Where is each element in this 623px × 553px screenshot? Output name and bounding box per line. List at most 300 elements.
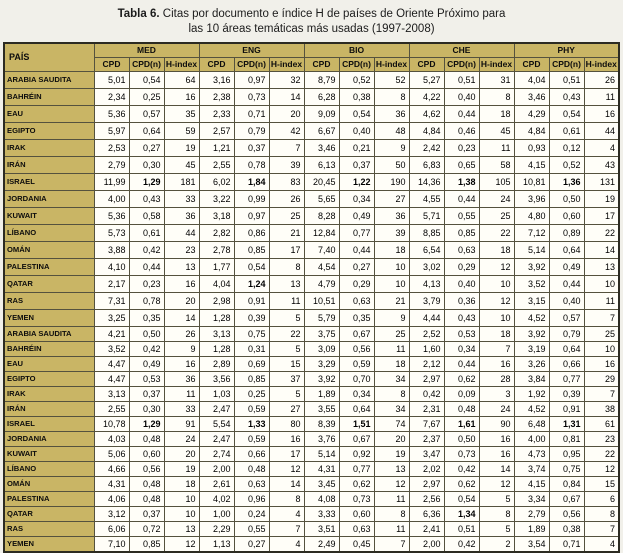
value-cell-cpdn: 0,37 (129, 387, 164, 402)
table-row (4, 72, 619, 89)
value-cell-hidx: 45 (164, 157, 199, 174)
value-cell-hidx: 11 (269, 293, 304, 310)
value-cell-cpdn: 0,54 (129, 72, 164, 89)
value-cell-hidx: 15 (584, 477, 619, 492)
value-cell-cpdn: 0,49 (339, 208, 374, 225)
value-cell-cpd: 10,78 (94, 417, 129, 432)
value-cell-hidx: 83 (269, 174, 304, 191)
value-cell-cpd: 4,02 (199, 492, 234, 507)
value-cell-cpdn: 0,34 (339, 191, 374, 208)
value-cell-cpd: 3,18 (199, 208, 234, 225)
value-cell-cpd: 5,06 (94, 447, 129, 462)
value-cell-cpdn: 0,51 (444, 522, 479, 537)
value-cell-hidx: 7 (584, 387, 619, 402)
value-cell-cpdn: 0,27 (339, 259, 374, 276)
value-cell-hidx: 91 (164, 417, 199, 432)
value-cell-cpdn: 0,78 (129, 293, 164, 310)
value-cell-hidx: 24 (479, 191, 514, 208)
value-cell-cpd: 6,54 (409, 242, 444, 259)
value-cell-hidx: 23 (164, 242, 199, 259)
value-cell-cpdn: 0,25 (234, 387, 269, 402)
value-cell-cpdn: 0,61 (549, 123, 584, 140)
value-cell-hidx: 14 (479, 462, 514, 477)
value-cell-cpd: 3,02 (409, 259, 444, 276)
value-cell-cpdn: 0,64 (339, 402, 374, 417)
value-cell-hidx: 28 (479, 372, 514, 387)
country-cell: OMÁN (4, 477, 94, 492)
value-cell-cpd: 2,37 (409, 432, 444, 447)
value-cell-cpdn: 0,89 (549, 225, 584, 242)
value-cell-cpd: 4,21 (94, 327, 129, 342)
country-cell: RAS (4, 522, 94, 537)
value-cell-cpd: 4,13 (409, 276, 444, 293)
value-cell-cpd: 2,49 (304, 537, 339, 553)
value-cell-cpdn: 0,97 (234, 72, 269, 89)
value-cell-hidx: 11 (584, 89, 619, 106)
value-cell-cpdn: 0,42 (129, 242, 164, 259)
value-cell-cpd: 14,36 (409, 174, 444, 191)
country-cell: LÍBANO (4, 225, 94, 242)
value-cell-cpdn: 1,24 (234, 276, 269, 293)
value-cell-cpdn: 0,56 (129, 462, 164, 477)
col-header-sub: CPD(n) (444, 58, 479, 72)
value-cell-hidx: 80 (269, 417, 304, 432)
table-row (4, 477, 619, 492)
value-cell-hidx: 36 (164, 208, 199, 225)
col-header-country: PAÍS (4, 43, 94, 72)
value-cell-cpdn: 0,45 (339, 537, 374, 553)
col-header-sub: CPD (94, 58, 129, 72)
value-cell-cpd: 4,22 (409, 89, 444, 106)
value-cell-hidx: 12 (479, 259, 514, 276)
value-cell-cpd: 4,04 (199, 276, 234, 293)
value-cell-hidx: 48 (374, 123, 409, 140)
table-row (4, 402, 619, 417)
value-cell-hidx: 22 (584, 447, 619, 462)
value-cell-cpd: 3,74 (514, 462, 549, 477)
value-cell-cpdn: 0,77 (339, 462, 374, 477)
value-cell-hidx: 11 (479, 140, 514, 157)
value-cell-cpd: 3,25 (94, 310, 129, 327)
value-cell-cpd: 4,08 (304, 492, 339, 507)
value-cell-cpdn: 0,46 (444, 123, 479, 140)
value-cell-hidx: 8 (269, 259, 304, 276)
value-cell-cpdn: 0,49 (549, 259, 584, 276)
value-cell-cpd: 5,14 (304, 447, 339, 462)
value-cell-cpd: 3,56 (199, 372, 234, 387)
value-cell-hidx: 10 (584, 342, 619, 357)
value-cell-cpd: 2,55 (94, 402, 129, 417)
value-cell-hidx: 20 (374, 432, 409, 447)
value-cell-hidx: 39 (374, 225, 409, 242)
value-cell-cpd: 3,55 (304, 402, 339, 417)
value-cell-cpd: 4,62 (409, 106, 444, 123)
value-cell-cpd: 2,79 (514, 507, 549, 522)
value-cell-hidx: 52 (374, 72, 409, 89)
value-cell-cpdn: 0,79 (234, 123, 269, 140)
value-cell-cpdn: 0,48 (129, 477, 164, 492)
value-cell-hidx: 39 (269, 157, 304, 174)
country-cell: EAU (4, 357, 94, 372)
value-cell-cpdn: 0,44 (129, 259, 164, 276)
col-header-sub: CPD (409, 58, 444, 72)
value-cell-cpd: 2,78 (199, 242, 234, 259)
value-cell-cpdn: 0,64 (129, 123, 164, 140)
value-cell-cpd: 5,14 (514, 242, 549, 259)
table-row (4, 157, 619, 174)
value-cell-hidx: 25 (269, 208, 304, 225)
value-cell-hidx: 26 (164, 327, 199, 342)
value-cell-hidx: 11 (164, 387, 199, 402)
value-cell-cpd: 5,27 (409, 72, 444, 89)
value-cell-cpd: 7,12 (514, 225, 549, 242)
value-cell-hidx: 7 (269, 522, 304, 537)
value-cell-cpdn: 0,44 (339, 242, 374, 259)
value-cell-hidx: 26 (269, 191, 304, 208)
value-cell-cpd: 4,15 (514, 477, 549, 492)
value-cell-cpd: 3,92 (514, 327, 549, 342)
value-cell-cpdn: 0,52 (339, 72, 374, 89)
col-header-sub: CPD(n) (549, 58, 584, 72)
col-header-sub: H-index (269, 58, 304, 72)
table-caption-line2: las 10 áreas temáticas más usadas (1997-2008) (188, 23, 435, 36)
value-cell-cpd: 6,83 (409, 157, 444, 174)
value-cell-cpdn: 0,52 (549, 157, 584, 174)
value-cell-cpdn: 0,48 (129, 492, 164, 507)
value-cell-cpdn: 0,59 (234, 402, 269, 417)
table-row (4, 522, 619, 537)
value-cell-cpdn: 0,54 (339, 106, 374, 123)
country-cell: PALESTINA (4, 492, 94, 507)
value-cell-cpd: 3,09 (304, 342, 339, 357)
value-cell-cpdn: 0,75 (234, 327, 269, 342)
value-cell-cpdn: 0,50 (549, 191, 584, 208)
value-cell-hidx: 9 (374, 140, 409, 157)
value-cell-hidx: 24 (164, 432, 199, 447)
value-cell-cpdn: 0,38 (549, 522, 584, 537)
value-cell-cpdn: 0,23 (129, 276, 164, 293)
value-cell-hidx: 16 (164, 357, 199, 372)
value-cell-cpdn: 0,50 (129, 327, 164, 342)
value-cell-cpdn: 0,39 (234, 310, 269, 327)
table-caption-line1: Citas por documento e índice H de países de Oriente Próximo para (162, 8, 506, 20)
value-cell-cpd: 2,31 (409, 402, 444, 417)
value-cell-hidx: 13 (164, 522, 199, 537)
table-row (4, 387, 619, 402)
value-cell-hidx: 8 (374, 507, 409, 522)
value-cell-cpd: 2,42 (409, 140, 444, 157)
value-cell-cpd: 4,06 (94, 492, 129, 507)
value-cell-cpdn: 1,51 (339, 417, 374, 432)
country-cell: IRAK (4, 140, 94, 157)
value-cell-cpdn: 0,53 (129, 372, 164, 387)
value-cell-cpd: 3,92 (514, 259, 549, 276)
value-cell-cpd: 2,02 (409, 462, 444, 477)
value-cell-cpdn: 0,62 (444, 477, 479, 492)
value-cell-cpd: 3,19 (514, 342, 549, 357)
value-cell-hidx: 19 (374, 447, 409, 462)
value-cell-cpd: 10,51 (304, 293, 339, 310)
value-cell-cpdn: 0,85 (234, 242, 269, 259)
value-cell-cpdn: 0,59 (234, 432, 269, 447)
value-cell-cpdn: 0,49 (129, 357, 164, 372)
value-cell-cpdn: 0,38 (339, 89, 374, 106)
value-cell-cpdn: 0,43 (129, 191, 164, 208)
value-cell-cpdn: 0,27 (129, 140, 164, 157)
value-cell-cpdn: 0,34 (444, 342, 479, 357)
table-row (4, 537, 619, 553)
value-cell-hidx: 18 (374, 242, 409, 259)
value-cell-cpd: 3,46 (304, 140, 339, 157)
value-cell-cpdn: 0,97 (234, 208, 269, 225)
value-cell-cpdn: 0,44 (444, 106, 479, 123)
value-cell-hidx: 14 (164, 310, 199, 327)
value-cell-cpd: 4,80 (514, 208, 549, 225)
value-cell-cpd: 3,51 (304, 522, 339, 537)
table-row (4, 372, 619, 387)
value-cell-cpd: 2,97 (409, 477, 444, 492)
table-row (4, 140, 619, 157)
value-cell-cpd: 5,97 (94, 123, 129, 140)
value-cell-hidx: 7 (584, 522, 619, 537)
value-cell-cpdn: 0,23 (444, 140, 479, 157)
value-cell-cpd: 0,93 (514, 140, 549, 157)
value-cell-hidx: 42 (269, 123, 304, 140)
value-cell-hidx: 11 (374, 492, 409, 507)
value-cell-hidx: 22 (584, 225, 619, 242)
value-cell-hidx: 25 (479, 208, 514, 225)
col-header-sub: H-index (164, 58, 199, 72)
table-row (4, 208, 619, 225)
value-cell-hidx: 44 (584, 123, 619, 140)
value-cell-cpdn: 0,48 (444, 402, 479, 417)
value-cell-hidx: 7 (584, 310, 619, 327)
value-cell-cpd: 4,15 (514, 157, 549, 174)
country-cell: ARABIA SAUDITA (4, 327, 94, 342)
value-cell-cpdn: 0,48 (129, 432, 164, 447)
value-cell-cpd: 6,36 (409, 507, 444, 522)
value-cell-hidx: 17 (584, 208, 619, 225)
value-cell-cpd: 4,00 (94, 191, 129, 208)
value-cell-hidx: 12 (269, 462, 304, 477)
value-cell-cpdn: 0,96 (234, 492, 269, 507)
value-cell-cpd: 2,29 (199, 522, 234, 537)
value-cell-hidx: 8 (374, 89, 409, 106)
value-cell-hidx: 74 (374, 417, 409, 432)
value-cell-hidx: 7 (479, 342, 514, 357)
value-cell-cpdn: 0,12 (549, 140, 584, 157)
value-cell-cpd: 4,73 (514, 447, 549, 462)
value-cell-hidx: 15 (269, 357, 304, 372)
table-row (4, 327, 619, 342)
value-cell-cpdn: 0,85 (129, 537, 164, 553)
value-cell-cpdn: 0,44 (549, 276, 584, 293)
value-cell-hidx: 24 (479, 402, 514, 417)
value-cell-cpd: 0,42 (409, 387, 444, 402)
value-cell-cpdn: 0,29 (444, 259, 479, 276)
value-cell-cpd: 2,41 (409, 522, 444, 537)
table-row (4, 432, 619, 447)
value-cell-cpd: 4,79 (304, 276, 339, 293)
value-cell-cpdn: 0,60 (339, 507, 374, 522)
country-cell: KUWAIT (4, 208, 94, 225)
value-cell-cpd: 1,13 (199, 537, 234, 553)
value-cell-cpd: 6,06 (94, 522, 129, 537)
value-cell-cpdn: 0,63 (339, 522, 374, 537)
value-cell-cpdn: 0,64 (549, 242, 584, 259)
value-cell-hidx: 36 (374, 106, 409, 123)
table-row (4, 293, 619, 310)
value-cell-cpd: 8,85 (409, 225, 444, 242)
value-cell-cpdn: 0,78 (234, 157, 269, 174)
value-cell-cpdn: 0,91 (549, 402, 584, 417)
value-cell-cpdn: 0,60 (549, 208, 584, 225)
col-header-sub: CPD (514, 58, 549, 72)
table-row (4, 89, 619, 106)
value-cell-hidx: 25 (584, 327, 619, 342)
col-header-group-med: MED (94, 43, 199, 58)
country-cell: QATAR (4, 507, 94, 522)
value-cell-hidx: 14 (269, 89, 304, 106)
value-cell-hidx: 59 (164, 123, 199, 140)
value-cell-cpd: 3,88 (94, 242, 129, 259)
value-cell-hidx: 5 (479, 492, 514, 507)
value-cell-cpd: 4,31 (94, 477, 129, 492)
value-cell-cpd: 1,60 (409, 342, 444, 357)
value-cell-cpd: 8,79 (304, 72, 339, 89)
results-table (3, 42, 620, 553)
table-row (4, 507, 619, 522)
value-cell-cpdn: 1,31 (549, 417, 584, 432)
value-cell-cpd: 2,89 (199, 357, 234, 372)
value-cell-cpdn: 0,73 (444, 447, 479, 462)
value-cell-cpd: 2,47 (199, 402, 234, 417)
table-row (4, 447, 619, 462)
table-row (4, 259, 619, 276)
value-cell-cpd: 8,28 (304, 208, 339, 225)
value-cell-cpd: 1,28 (199, 310, 234, 327)
value-cell-cpdn: 0,27 (234, 537, 269, 553)
value-cell-cpd: 8,39 (304, 417, 339, 432)
value-cell-cpdn: 1,22 (339, 174, 374, 191)
value-cell-cpd: 2,97 (409, 372, 444, 387)
value-cell-hidx: 10 (374, 259, 409, 276)
value-cell-hidx: 22 (269, 327, 304, 342)
value-cell-cpdn: 0,54 (234, 259, 269, 276)
value-cell-cpd: 4,00 (514, 432, 549, 447)
value-cell-cpdn: 0,63 (444, 242, 479, 259)
value-cell-cpd: 3,45 (304, 477, 339, 492)
value-cell-cpdn: 0,31 (234, 342, 269, 357)
value-cell-hidx: 45 (479, 123, 514, 140)
value-cell-cpdn: 0,81 (549, 432, 584, 447)
value-cell-hidx: 3 (479, 387, 514, 402)
value-cell-cpdn: 0,56 (549, 507, 584, 522)
value-cell-cpdn: 1,33 (234, 417, 269, 432)
value-cell-cpd: 4,52 (514, 402, 549, 417)
value-cell-hidx: 25 (374, 327, 409, 342)
value-cell-hidx: 12 (584, 462, 619, 477)
value-cell-cpdn: 0,75 (549, 462, 584, 477)
value-cell-cpd: 3,84 (514, 372, 549, 387)
table-caption-number: Tabla 6. (117, 8, 160, 20)
value-cell-cpdn: 0,40 (444, 89, 479, 106)
value-cell-cpd: 11,99 (94, 174, 129, 191)
value-cell-hidx: 19 (164, 462, 199, 477)
value-cell-cpd: 4,54 (304, 259, 339, 276)
value-cell-cpdn: 0,53 (444, 327, 479, 342)
value-cell-cpdn: 0,44 (444, 191, 479, 208)
value-cell-cpdn: 1,61 (444, 417, 479, 432)
value-cell-cpd: 3,13 (199, 327, 234, 342)
country-cell: JORDANIA (4, 432, 94, 447)
value-cell-cpdn: 0,37 (234, 140, 269, 157)
value-cell-cpdn: 0,59 (339, 357, 374, 372)
value-cell-hidx: 11 (584, 293, 619, 310)
value-cell-cpdn: 0,92 (339, 447, 374, 462)
value-cell-cpd: 7,31 (94, 293, 129, 310)
value-cell-hidx: 16 (164, 276, 199, 293)
col-header-sub: CPD(n) (234, 58, 269, 72)
value-cell-hidx: 11 (374, 342, 409, 357)
value-cell-cpdn: 0,36 (444, 293, 479, 310)
value-cell-cpdn: 0,71 (234, 106, 269, 123)
value-cell-hidx: 16 (479, 357, 514, 372)
table-row (4, 276, 619, 293)
value-cell-cpd: 3,15 (514, 293, 549, 310)
value-cell-hidx: 20 (164, 447, 199, 462)
value-cell-cpd: 3,79 (409, 293, 444, 310)
value-cell-hidx: 8 (374, 387, 409, 402)
value-cell-cpd: 3,52 (514, 276, 549, 293)
value-cell-hidx: 23 (584, 432, 619, 447)
value-cell-cpd: 2,00 (409, 537, 444, 553)
country-cell: PALESTINA (4, 259, 94, 276)
value-cell-cpdn: 0,85 (234, 372, 269, 387)
value-cell-cpd: 4,55 (409, 191, 444, 208)
value-cell-hidx: 7 (374, 537, 409, 553)
value-cell-cpd: 4,29 (514, 106, 549, 123)
value-cell-cpdn: 0,63 (339, 293, 374, 310)
value-cell-cpd: 6,13 (304, 157, 339, 174)
country-cell: ISRAEL (4, 174, 94, 191)
value-cell-hidx: 12 (374, 477, 409, 492)
country-cell: EAU (4, 106, 94, 123)
value-cell-hidx: 22 (479, 225, 514, 242)
col-header-sub: CPD(n) (129, 58, 164, 72)
value-cell-hidx: 21 (374, 293, 409, 310)
value-cell-cpdn: 0,40 (549, 293, 584, 310)
value-cell-cpd: 1,00 (199, 507, 234, 522)
country-cell: IRAK (4, 387, 94, 402)
value-cell-cpd: 5,36 (94, 106, 129, 123)
value-cell-hidx: 50 (374, 157, 409, 174)
value-cell-cpdn: 0,60 (129, 447, 164, 462)
value-cell-cpdn: 0,66 (234, 447, 269, 462)
table-row (4, 106, 619, 123)
value-cell-hidx: 5 (269, 310, 304, 327)
value-cell-cpdn: 1,38 (444, 174, 479, 191)
country-cell: BAHRÉIN (4, 342, 94, 357)
value-cell-cpd: 1,89 (514, 522, 549, 537)
value-cell-cpdn: 0,51 (549, 72, 584, 89)
country-cell: RAS (4, 293, 94, 310)
table-row (4, 357, 619, 372)
value-cell-cpd: 2,52 (409, 327, 444, 342)
value-cell-hidx: 34 (374, 402, 409, 417)
value-cell-cpdn: 0,09 (444, 387, 479, 402)
value-cell-cpd: 6,02 (199, 174, 234, 191)
